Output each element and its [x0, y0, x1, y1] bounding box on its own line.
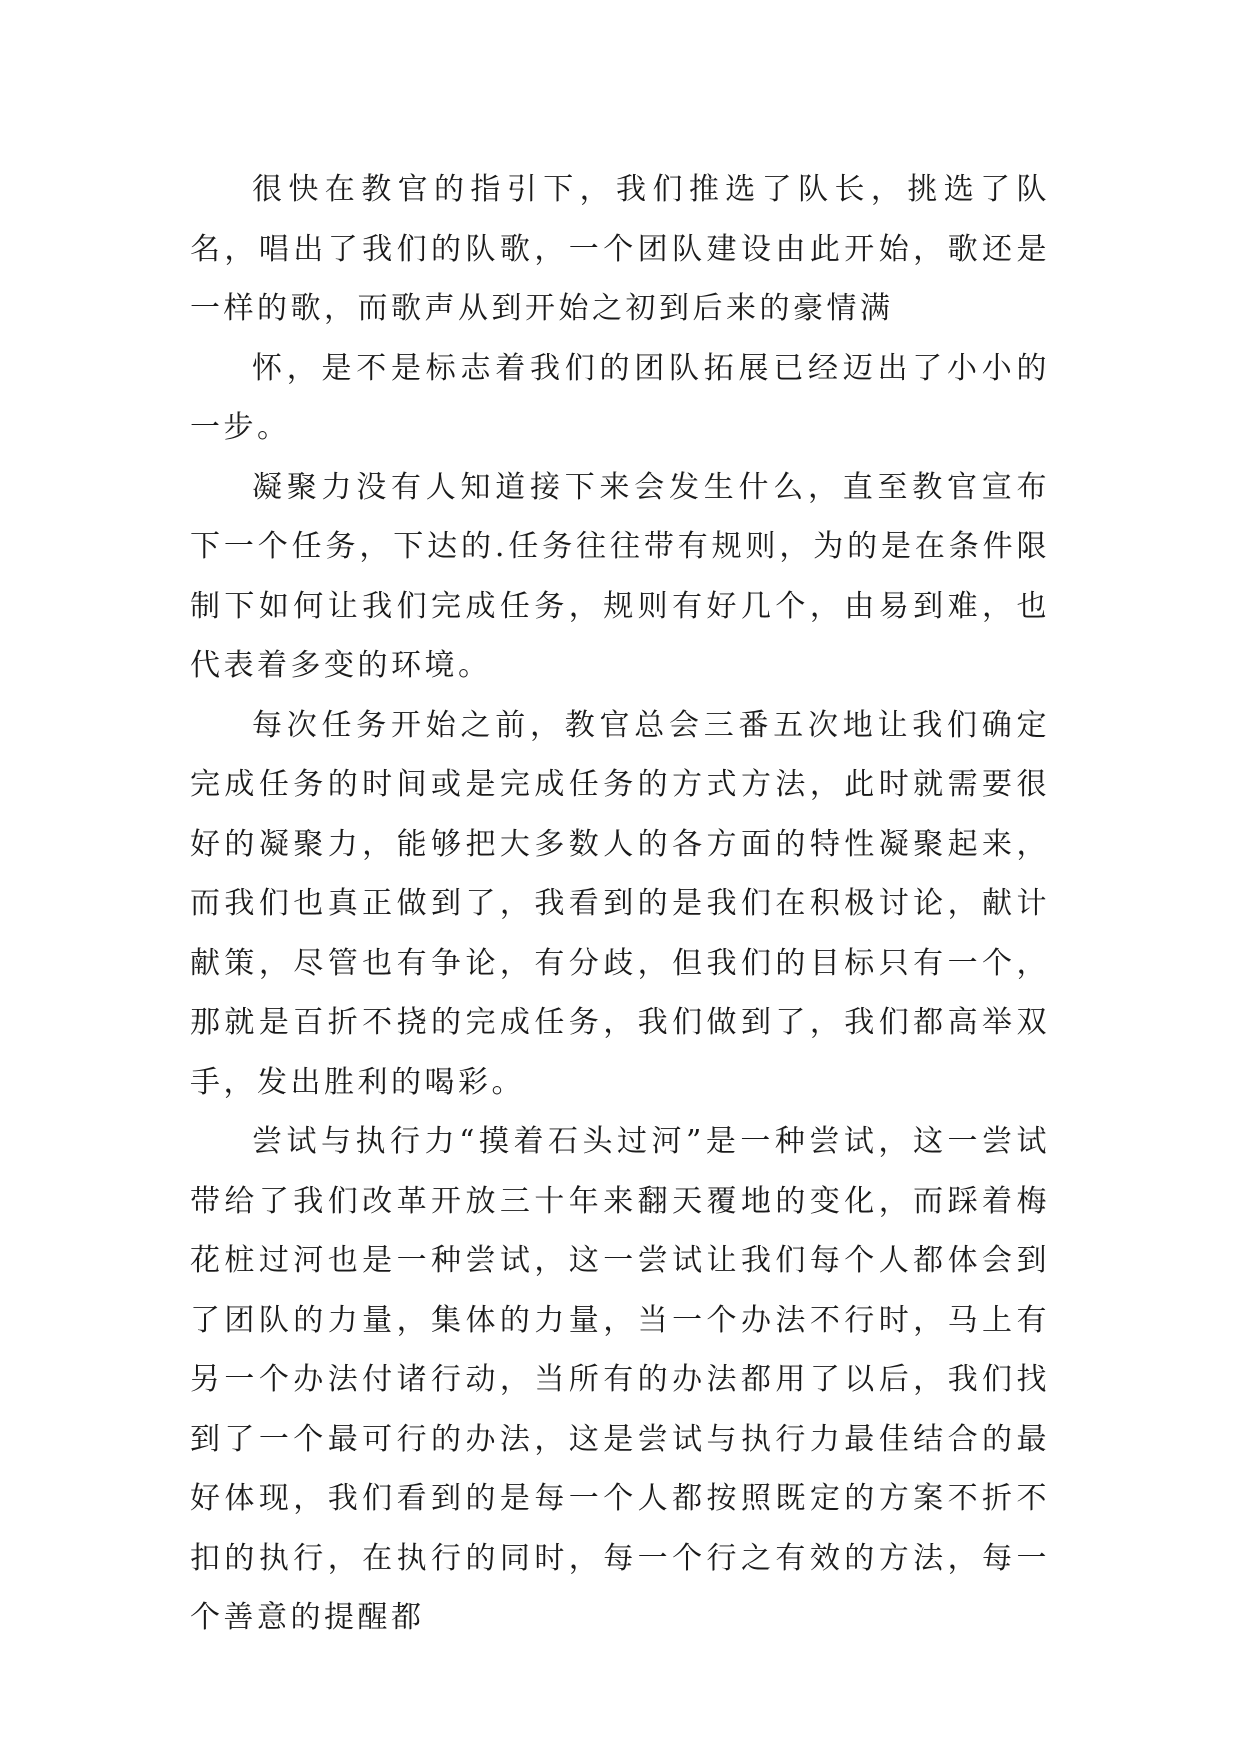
paragraph-cohesion: 凝聚力没有人知道接下来会发生什么，直至教官宣布下一个任务，下达的.任务往往带有规则，为的是在条件限制下如何让我们完成任务，规则有好几个，由易到难，也代表着多变的环境。: [190, 469, 1050, 683]
paragraph-team-building: 很快在教官的指引下，我们推选了队长，挑选了队名，唱出了我们的队歌，一个团队建设由此开始，歌还是一样的歌，而歌声从到开始之初到后来的豪情满: [190, 172, 1050, 326]
document-body: [190, 160, 1050, 1648]
paragraph-task-planning: 每次任务开始之前，教官总会三番五次地让我们确定完成任务的时间或是完成任务的方式方法，此时就需要很好的凝聚力，能够把大多数人的各方面的特性凝聚起来，而我们也真正做到了，我看到的是我们在积极讨论，献计献策，尽管也有争论，有分歧，但我们的目标只有一个，那就是百折不挠的完成任务，我们做到了，我们都高举双手，发出胜利的喝彩。: [190, 707, 1050, 1100]
paragraph-trial-execution: 尝试与执行力“摸着石头过河”是一种尝试，这一尝试带给了我们改革开放三十年来翻天覆地的变化，而踩着梅花桩过河也是一种尝试，这一尝试让我们每个人都体会到了团队的力量，集体的力量，当一个办法不行时，马上有另一个办法付诸行动，当所有的办法都用了以后，我们找到了一个最可行的办法，这是尝试与执行力最佳结合的最好体现，我们看到的是每一个人都按照既定的方案不折不扣的执行，在执行的同时，每一个行之有效的方法，每一个善意的提醒都: [190, 1124, 1050, 1635]
paragraph-first-step: 怀，是不是标志着我们的团队拓展已经迈出了小小的一步。: [190, 350, 1050, 445]
